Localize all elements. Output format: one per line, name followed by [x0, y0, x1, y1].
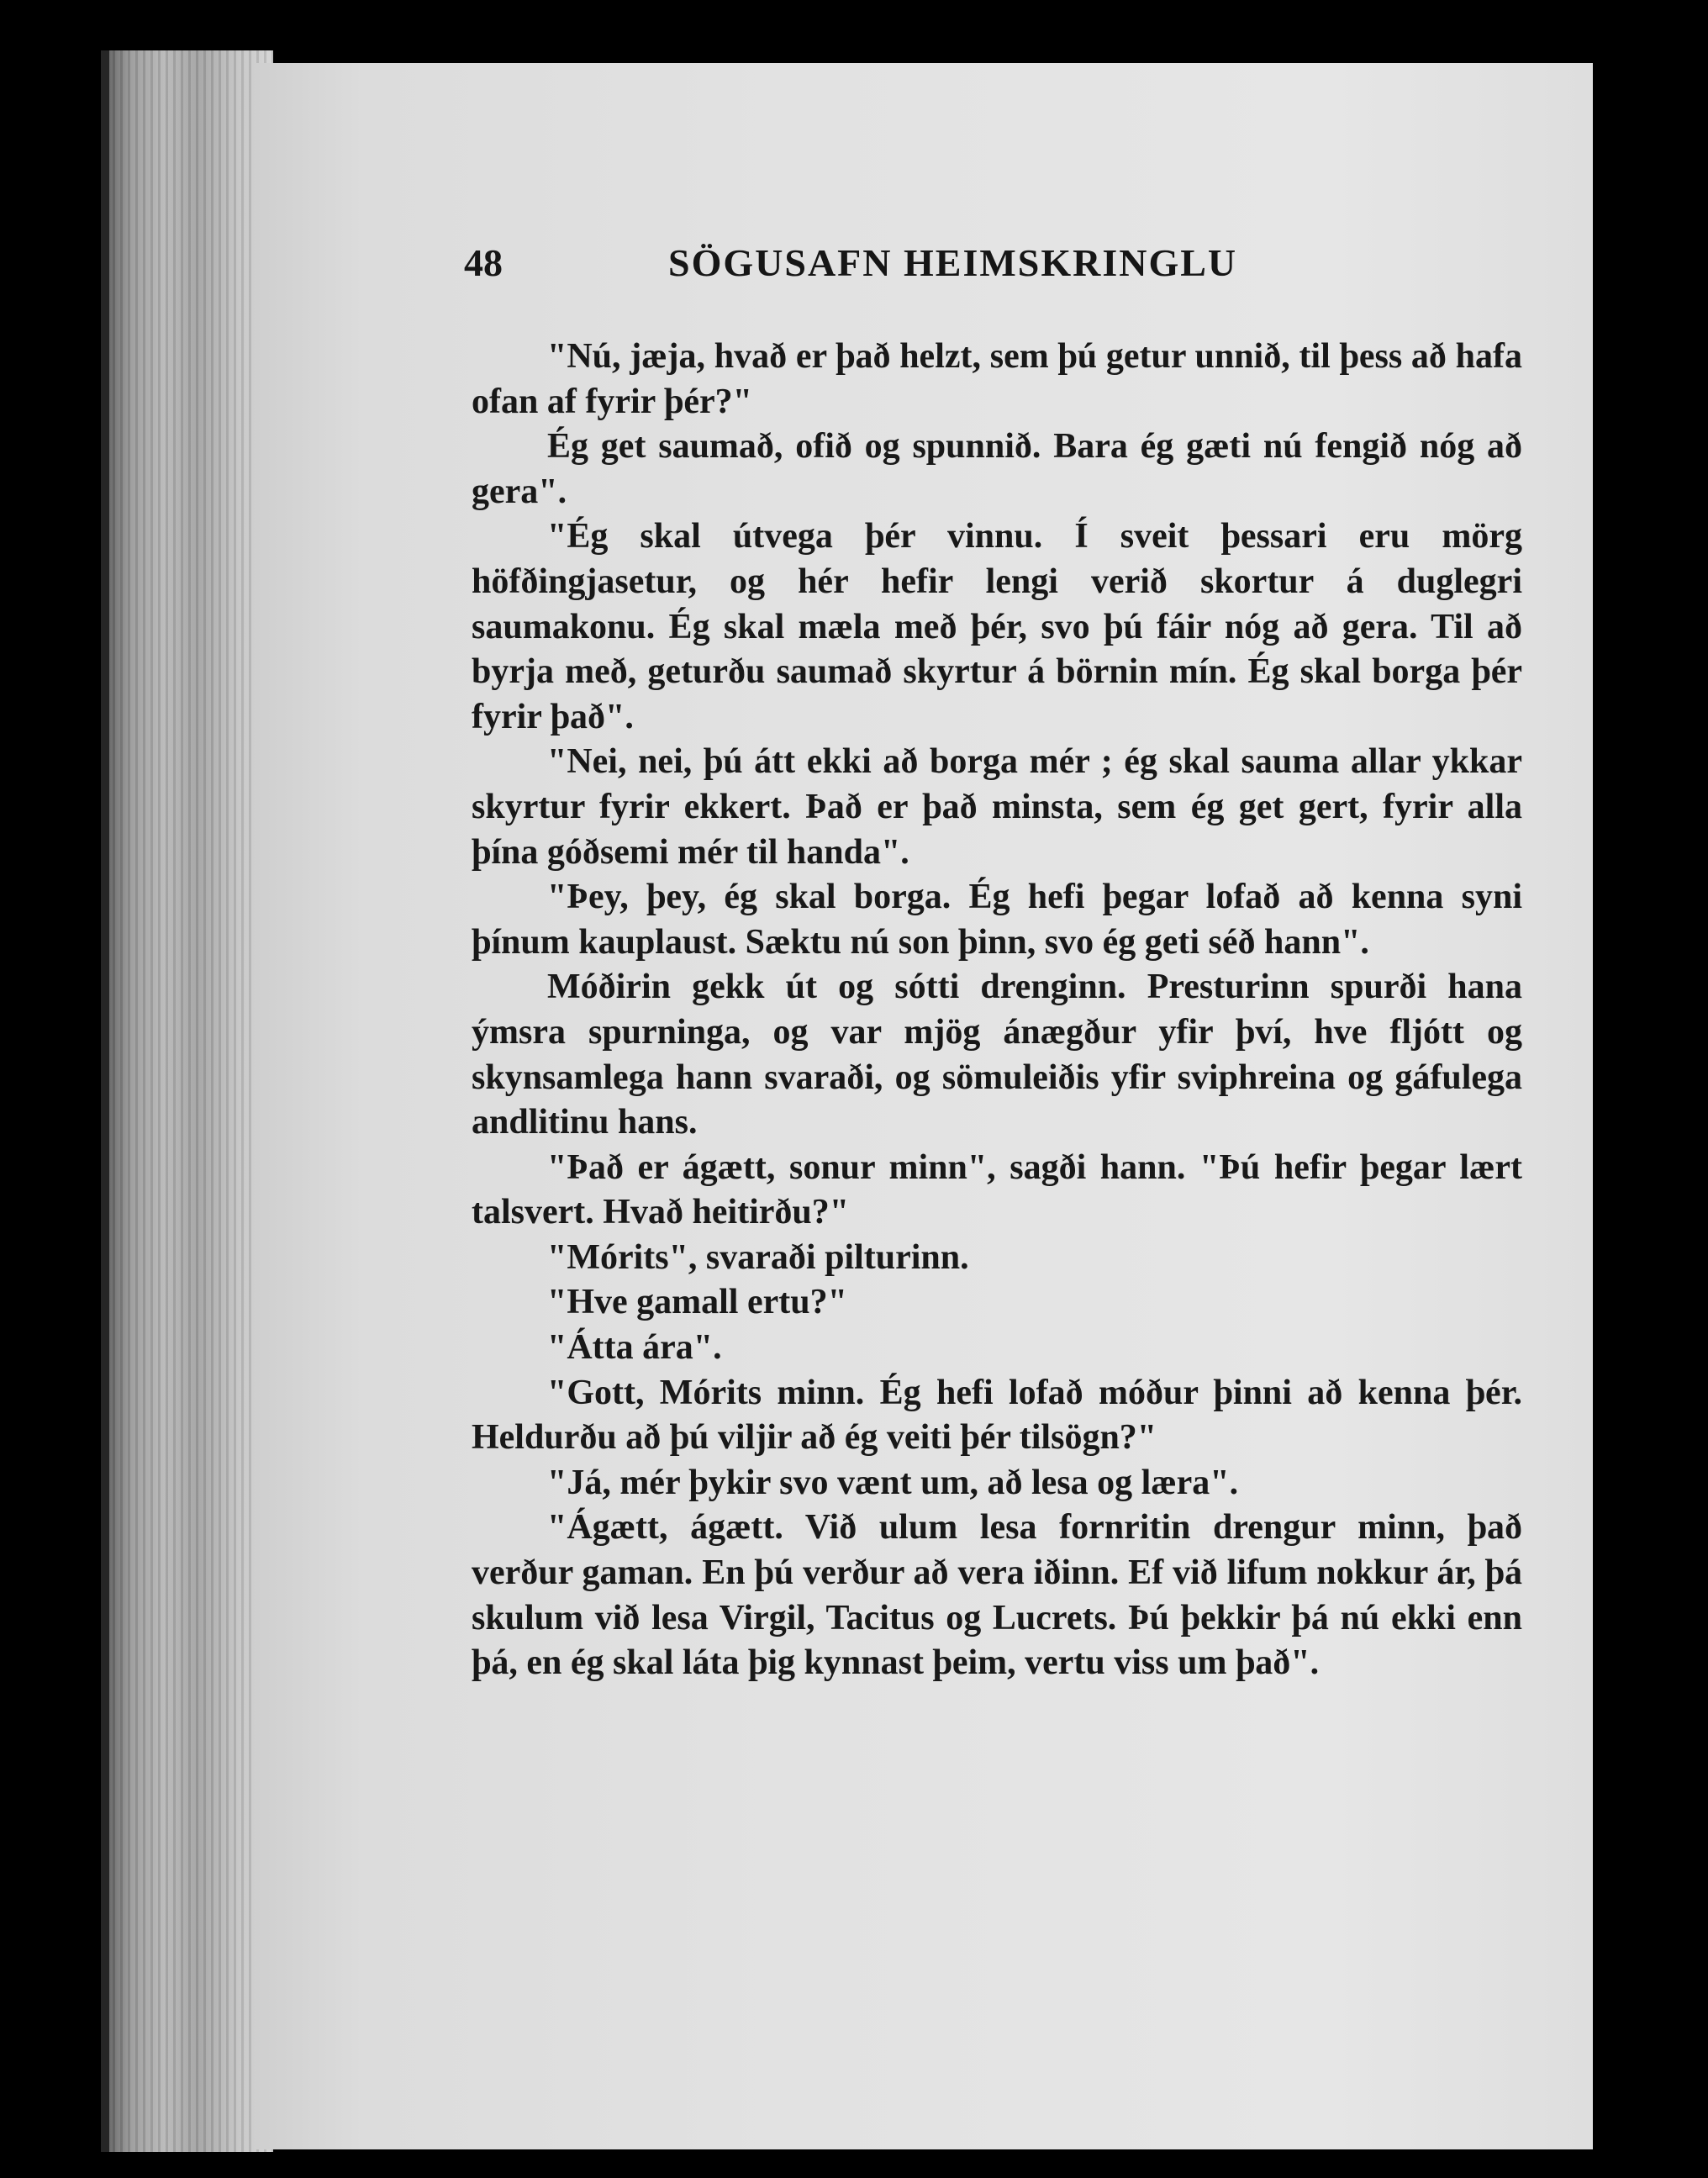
- paragraph: "Átta ára".: [547, 1328, 722, 1368]
- paragraph: Ég get saumað, ofið og spunnið. Bara ég gæti nú fengið nóg að gera".: [472, 427, 1522, 511]
- paragraph: "Nú, jæja, hvað er það helzt, sem þú getur unnið, til þess að hafa ofan af fyrir þér?": [472, 337, 1522, 421]
- paragraph: "Þey, þey, ég skal borga. Ég hefi þegar lofað að kenna syni þínum kauplaust. Sæktu nú son þinn, svo ég geti séð hann".: [472, 878, 1522, 962]
- paragraph: "Nei, nei, þú átt ekki að borga mér ; ég skal sauma allar ykkar skyrtur fyrir ekkert. Það er það minsta, sem ég get gert, fyrir alla þína góðsemi mér til handa".: [472, 742, 1522, 872]
- running-title: SÖGUSAFN HEIMSKRINGLU: [668, 241, 1238, 284]
- page-number: 48: [464, 241, 503, 284]
- paragraph: Móðirin gekk út og sótti drenginn. Presturinn spurði hana ýmsra spurninga, og var mjög ánægður yfir því, hve fljótt og skynsamlega hann svaraði, og sömuleiðis yfir sviphreina og gáfulega andlitinu hans.: [472, 968, 1522, 1142]
- paragraph: "Mórits", svaraði pilturinn.: [547, 1237, 969, 1277]
- paragraph: "Ég skal útvega þér vinnu. Í sveit þessari eru mörg höfðingjasetur, og hér hefir lengi verið skortur á duglegri saumakonu. Ég skal mæla með þér, svo þú fáir nóg að gera. Til að byrja með, geturðu saumað skyrtur á börnin mín. Ég skal borga þér fyrir það".: [472, 517, 1522, 736]
- body-text: [472, 335, 1522, 1686]
- paragraph: "Gott, Mórits minn. Ég hefi lofað móður þinni að kenna þér. Heldurðu að þú viljir að ég veiti þér tilsögn?": [472, 1373, 1522, 1458]
- book-spine-edge: [101, 50, 109, 2152]
- paragraph: "Já, mér þykir svo vænt um, að lesa og læra".: [547, 1463, 1239, 1502]
- book-spine-gutter: [105, 50, 273, 2152]
- paragraph: "Ágætt, ágætt. Við ulum lesa fornritin drengur minn, það verður gaman. En þú verður að vera iðinn. Ef við lifum nokkur ár, þá skulum við lesa Virgil, Tacitus og Lucrets. Þú þekkir þá nú ekki enn þá, en ég skal láta þig kynnast þeim, vertu viss um það".: [472, 1508, 1522, 1683]
- paragraph: "Það er ágætt, sonur minn", sagði hann. "Þú hefir þegar lært talsvert. Hvað heitirðu?": [472, 1147, 1522, 1232]
- page-header: [464, 240, 1306, 299]
- paragraph: "Hve gamall ertu?": [547, 1283, 847, 1322]
